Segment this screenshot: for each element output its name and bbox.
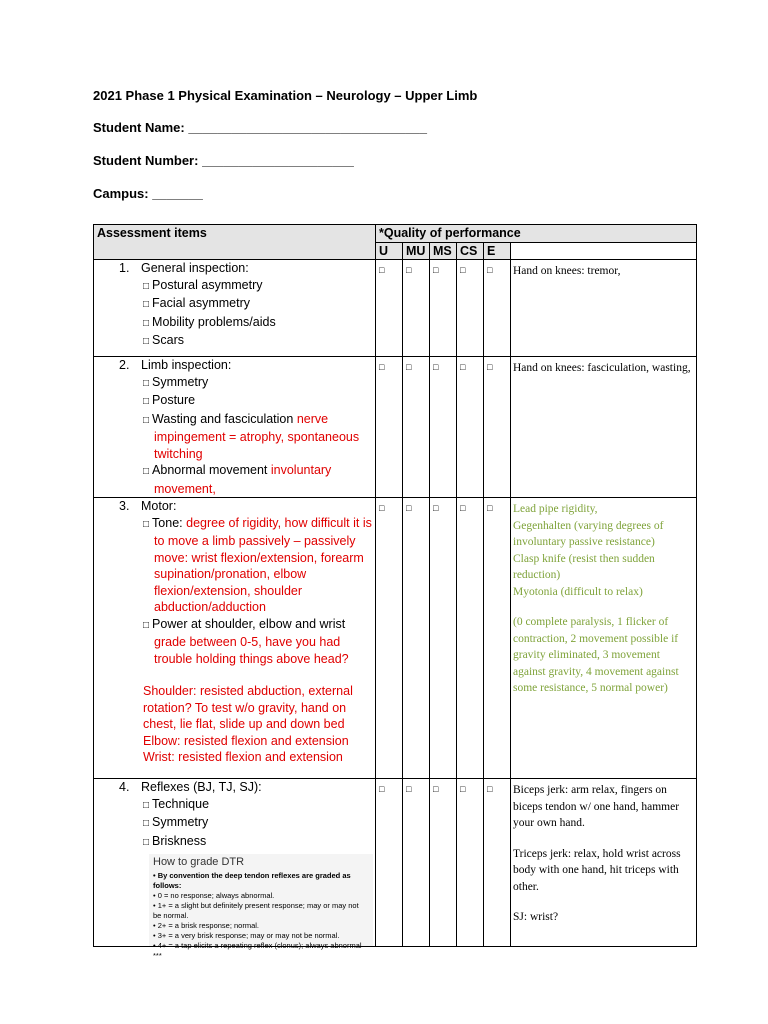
grade-checkbox-e[interactable]: □	[484, 260, 511, 357]
student-number-blank[interactable]: _____________________	[202, 153, 354, 168]
annotation-red: Wrist: resisted flexion and extension	[143, 750, 343, 764]
grade-checkbox-ms[interactable]: □	[430, 357, 457, 498]
annotation-red: degree of rigidity, how difficult it is to move a limb passively – passively move: wrist flexion/extension, forearm supination/pronation, elbow flexion/extension, shoulder abduction/adduction	[154, 515, 372, 614]
list-item: □ Mobility problems/aids	[143, 314, 276, 329]
grade-checkbox-mu[interactable]: □	[403, 260, 430, 357]
annotation-red: involuntary movement,	[154, 463, 332, 496]
student-name-label: Student Name:	[93, 120, 185, 135]
grade-checkbox-mu[interactable]: □	[403, 357, 430, 498]
list-item: □ Technique	[143, 796, 210, 811]
checkbox-icon: □	[143, 396, 150, 407]
student-number-field[interactable]	[93, 153, 354, 168]
item-title: Reflexes (BJ, TJ, SJ):	[141, 780, 262, 794]
checkbox-icon: □	[143, 299, 150, 310]
table-row	[94, 260, 697, 357]
campus-field[interactable]	[93, 186, 203, 201]
grade-ms: MS	[430, 242, 457, 260]
grade-checkbox-ms[interactable]: □	[430, 779, 457, 947]
checkbox-icon: □	[143, 336, 150, 347]
grade-checkbox-u[interactable]: □	[376, 779, 403, 947]
list-item: □ Scars	[143, 333, 184, 347]
grade-checkbox-u[interactable]: □	[376, 498, 403, 779]
grade-checkbox-cs[interactable]: □	[457, 498, 484, 779]
grade-checkbox-cs[interactable]: □	[457, 260, 484, 357]
dtr-line: • 4+ = a tap elicits a repeating reflex (clonus); always abnormal ***	[153, 941, 362, 960]
checkbox-icon: □	[143, 466, 150, 477]
student-name-field[interactable]	[93, 120, 427, 135]
item-note: Lead pipe rigidity, Gegenhalten (varying degrees of involuntary passive resistance) Clasp knife (resist then sudden reduction) Myotonia (difficult to relax) (0 complete paralysis, 1 flicker of contraction, 2 movement possible if gravity eliminated, 3 movement against gravity, 4 movement against some resistance, 5 normal power)	[511, 498, 697, 779]
header-quality: *Quality of performance	[376, 225, 697, 243]
table-row	[94, 498, 697, 779]
list-item: □ Power at shoulder, elbow and wrist grade between 0-5, have you had trouble holding things above head?	[143, 616, 349, 666]
list-item: □ Abnormal movement involuntary movement,	[143, 463, 332, 496]
item-note: Hand on knees: tremor,	[511, 260, 697, 357]
grade-checkbox-mu[interactable]: □	[403, 498, 430, 779]
dtr-line: • 2+ = a brisk response; normal.	[153, 921, 260, 930]
student-number-label: Student Number:	[93, 153, 199, 168]
item-cell	[94, 260, 376, 357]
list-item: □ Facial asymmetry	[143, 296, 250, 310]
checkbox-icon: □	[143, 799, 150, 811]
dtr-line: • 1+ = a slight but definitely present response; may or may not be normal.	[153, 901, 359, 920]
item-cell	[94, 779, 376, 960]
grade-checkbox-e[interactable]: □	[484, 779, 511, 947]
annotation-red: grade between 0-5, have you had trouble holding things above head?	[154, 635, 349, 666]
grade-u: U	[376, 242, 403, 260]
item-title: General inspection:	[141, 261, 249, 275]
checkbox-icon: □	[143, 818, 150, 829]
item-title: Limb inspection:	[141, 358, 232, 372]
list-item: □ Symmetry	[143, 374, 209, 389]
item-number: 1.	[119, 261, 130, 275]
dtr-grading-image	[149, 854, 373, 960]
list-item: □ Briskness	[143, 833, 207, 848]
campus-label: Campus:	[93, 186, 149, 201]
item-title: Motor:	[141, 499, 177, 513]
grade-checkbox-mu[interactable]: □	[403, 779, 430, 947]
annotation-red: Shoulder: resisted abduction, external rotation? To test w/o gravity, hand on chest, lie flat, slide up and down bed	[143, 684, 353, 731]
item-cell	[94, 357, 376, 498]
list-item: □ Symmetry	[143, 815, 209, 829]
grade-e: E	[484, 242, 511, 260]
grade-cs: CS	[457, 242, 484, 260]
header-assessment-items: Assessment items	[94, 225, 376, 260]
checkbox-icon: □	[143, 317, 150, 329]
checkbox-icon: □	[143, 518, 150, 530]
checkbox-icon: □	[143, 414, 150, 426]
dtr-line: • 0 = no response; always abnormal.	[153, 891, 275, 900]
student-name-blank[interactable]: _________________________________	[188, 120, 427, 135]
checkbox-icon: □	[143, 377, 150, 389]
item-note: Hand on knees: fasciculation, wasting,	[511, 357, 697, 498]
checkbox-icon: □	[143, 836, 150, 848]
list-item: □ Posture	[143, 393, 196, 407]
grade-checkbox-ms[interactable]: □	[430, 260, 457, 357]
grade-mu: MU	[403, 242, 430, 260]
checkbox-icon: □	[143, 280, 150, 292]
grade-checkbox-u[interactable]: □	[376, 357, 403, 498]
grade-checkbox-ms[interactable]: □	[430, 498, 457, 779]
annotation-red: nerve impingement = atrophy, spontaneous twitching	[154, 411, 360, 461]
list-item: □ Tone: degree of rigidity, how difficult it is to move a limb passively – passively move: wrist flexion/extension, forearm supination/pronation, elbow flexion/extension, shoulder abduction/adduction	[143, 515, 372, 614]
grade-checkbox-cs[interactable]: □	[457, 357, 484, 498]
document-title: 2021 Phase 1 Physical Examination – Neurology – Upper Limb	[93, 88, 478, 103]
grade-checkbox-cs[interactable]: □	[457, 779, 484, 947]
grade-checkbox-e[interactable]: □	[484, 357, 511, 498]
dtr-intro: • By convention the deep tendon reflexes are graded as follows:	[153, 871, 351, 890]
table-header-row	[94, 225, 697, 243]
item-note: Biceps jerk: arm relax, fingers on biceps tendon w/ one hand, hammer your own hand. Triceps jerk: relax, hold wrist across body with one hand, hit triceps with other. SJ: wrist?	[511, 779, 697, 947]
dtr-line: • 3+ = a very brisk response; may or may not be normal.	[153, 931, 340, 940]
table-row	[94, 357, 697, 498]
list-item: □ Postural asymmetry	[143, 277, 263, 292]
grade-checkbox-u[interactable]: □	[376, 260, 403, 357]
item-number: 2.	[119, 358, 130, 372]
grade-notes-blank	[511, 242, 697, 260]
campus-blank[interactable]: _______	[152, 186, 203, 201]
dtr-title: How to grade DTR	[153, 856, 245, 868]
item-cell	[94, 498, 376, 779]
annotation-red: Elbow: resisted flexion and extension	[143, 733, 349, 748]
assessment-table	[93, 224, 697, 960]
grade-checkbox-e[interactable]: □	[484, 498, 511, 779]
item-number: 3.	[119, 499, 130, 513]
list-item: □ Wasting and fasciculation nerve impingement = atrophy, spontaneous twitching	[143, 411, 360, 461]
table-row	[94, 779, 697, 947]
item-number: 4.	[119, 780, 130, 794]
checkbox-icon: □	[143, 619, 150, 631]
